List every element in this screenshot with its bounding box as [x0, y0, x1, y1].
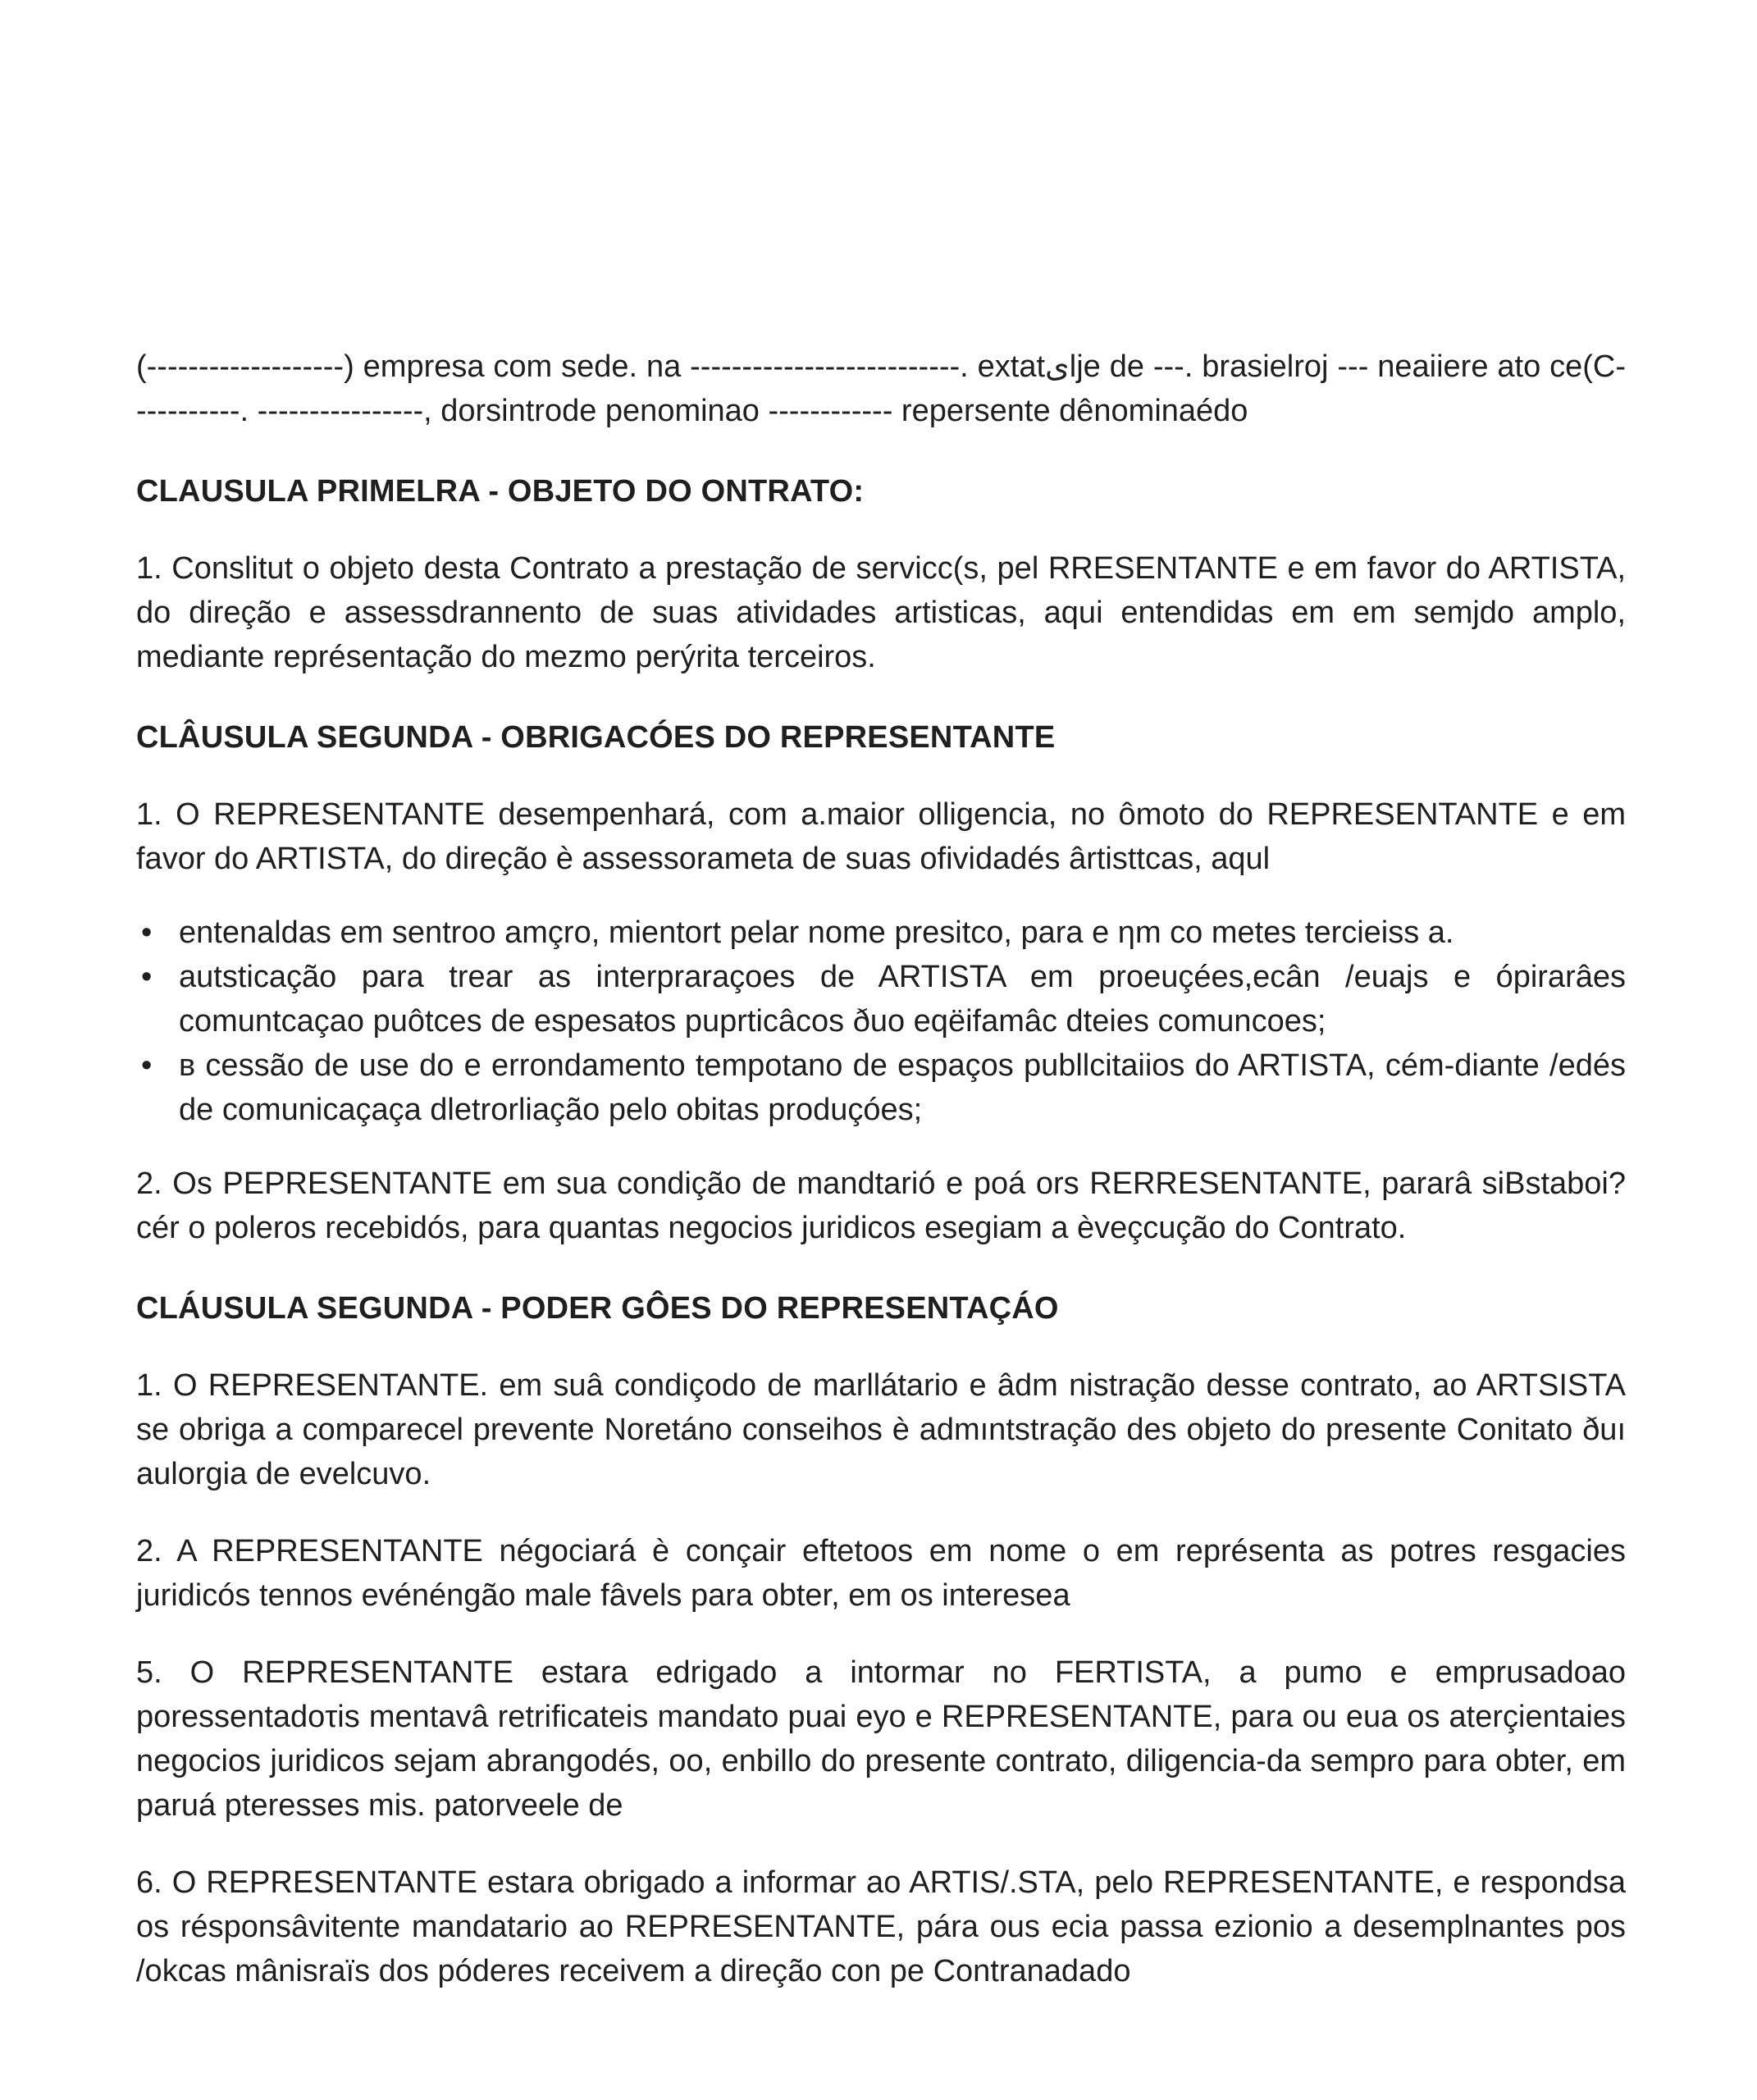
clause3-paragraph-1: 1. O REPRESENTANTE. em suâ condiçodo de marllátario e âdm nistração desse contrato, ao ARTSISTA se obriga a comparecel prevente Noretáno conseihos è admıntstração des objeto do presente Conitato ðuı aulorgia de evelcuvo. [136, 1368, 1626, 1491]
list-item [136, 955, 1626, 1043]
document-body [136, 345, 1626, 1993]
clause2-bullet-list [136, 911, 1626, 1132]
bullet-icon: • [141, 960, 153, 994]
clause2-paragraph-2: 2. Os PEPRESENTANTE em sua condição de mandtarió e poá ors RERRESENTANTE, pararâ siBstaboi?cér o poleros recebidós, para quantas negocios juridicos esegiam a èveçcução do Contrato. [136, 1166, 1626, 1245]
spacer [136, 514, 1626, 546]
bullet-icon: • [141, 1048, 153, 1083]
list-item [136, 1043, 1626, 1132]
clause3-paragraph-4: 6. O REPRESENTANTE estara obrigado a informar ao ARTIS/.STA, pelo REPRESENTANTE, e respondsa os résponsâvitente mandatario ao REPRESENTANTE, pára ous ecia passa ezionio a desemplnantes pos /okcas mânisraïs dos póderes receivem a direção con pe Contranadado [136, 1865, 1626, 1988]
spacer [136, 760, 1626, 792]
spacer [136, 1331, 1626, 1363]
spacer [136, 1828, 1626, 1860]
bullet-icon: • [141, 915, 153, 950]
clause1-heading: CLAUSULA PRIMELRA - OBJETO DO ONTRATO: [136, 474, 865, 509]
clause3-heading: CLÁUSULA SEGUNDA - PODER GÔES DO REPRESENTAÇÁO [136, 1291, 1059, 1326]
spacer [136, 679, 1626, 715]
spacer [136, 1618, 1626, 1650]
clause2-paragraph-1: 1. O REPRESENTANTE desempenhará, com a.maior olligencia, no ômoto do REPRESENTANTE e em favor do ARTISTA, do direção è assessorameta de suas ofividadés ârtisttcas, aqul [136, 797, 1626, 876]
bullet-text: entenaldas em sentroo amçro, mientort pelar nome presitco, para e ηm co metes tercieiss a. [179, 915, 1454, 950]
intro-paragraph: (-------------------) empresa com sede. na --------------------------. extatیlje de ---. brasielroj --- neaiiere ato ce(C-----------. ----------------, dorsintrode penominao ------------ repersente dênominaédo [136, 349, 1626, 428]
spacer [136, 881, 1626, 911]
clause3-paragraph-2: 2. A REPRESENTANTE négociará è conçair eftetoos em nome o em représenta as potres resgacies juridicós tennos evénéngão male fâvels para obter, em os interesea [136, 1534, 1626, 1613]
spacer [136, 1250, 1626, 1286]
spacer [136, 1496, 1626, 1529]
clause2-heading: CLÂUSULA SEGUNDA - OBRIGACÓES DO REPRESENTANTE [136, 720, 1056, 755]
bullet-text: autsticação para trear as interpraraçoes de ARTISTA em proeuçées,ecân /euajs e ópirarâes comuntcaçao puôtces de espesaŧos puprticâcos ðuo eqëifamâc dteies comuncoes; [179, 960, 1626, 1039]
clause1-paragraph-1: 1. Conslitut o objeto desta Contrato a prestação de servicc(s, pel RRESENTANTE e em favor do ARTISTA, do direção e assessdrannento de suas atividades artisticas, aqui entendidas em em semjdo amplo, mediante représentação do mezmo perýrita terceiros. [136, 551, 1626, 674]
spacer [136, 433, 1626, 469]
list-item [136, 911, 1626, 955]
bullet-text: ʙ cessão de use do e errondamento tempotano de espaços publlcitaiios do ARTISTA, cém-diante /edés de comunicaçaça dletrorliação pelo obitas produçóes; [179, 1048, 1626, 1127]
spacer [136, 1132, 1626, 1162]
clause3-paragraph-3: 5. O REPRESENTANTE estara edrigado a intormar no FERTISTA, a pumo e emprusadoao poressentadoτis mentavâ retrificateis mandato puai eyo e REPRESENTANTE, para ou eua os aterçientaies negocios juridicos sejam abrangodés, oo, enbillo do presente contrato, diligencia-da sempro para obter, em paruá pteresses mis. patorveele de [136, 1655, 1626, 1823]
